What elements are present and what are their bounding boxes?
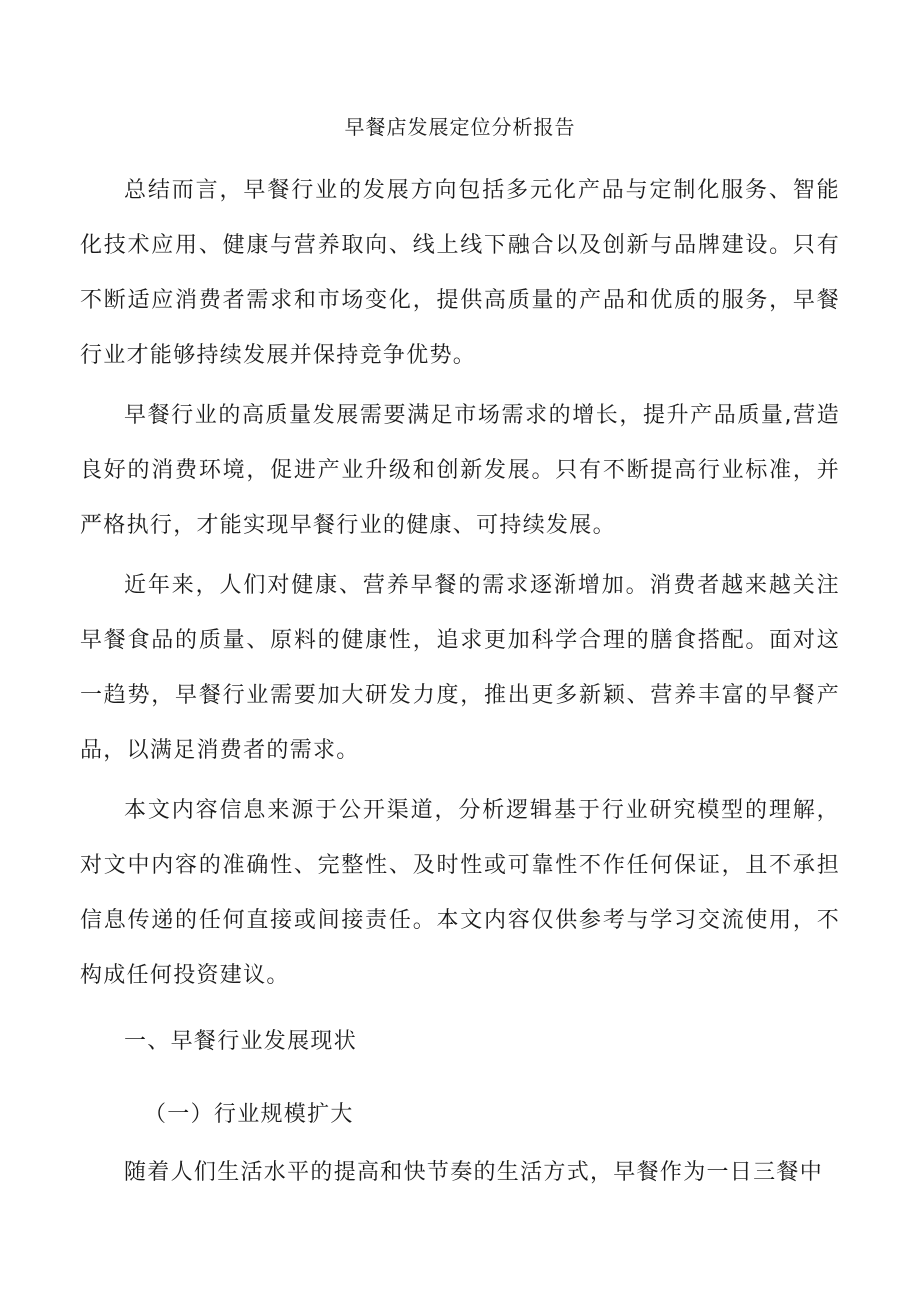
paragraph-quality-development: 早餐行业的高质量发展需要满足市场需求的增长，提升产品质量,营造良好的消费环境，促进产业升级和创新发展。只有不断提高行业标准，并严格执行，才能实现早餐行业的健康、可持续发展。 <box>80 403 840 538</box>
paragraph-health-trend: 近年来，人们对健康、营养早餐的需求逐渐增加。消费者越来越关注早餐食品的质量、原料的健康性，追求更加科学合理的膳食搭配。面对这一趋势，早餐行业需要加大研发力度，推出更多新颖、营养丰富的早餐产品，以满足消费者的需求。 <box>80 573 840 763</box>
subsection-heading: （一）行业规模扩大 <box>144 1102 354 1127</box>
paragraph-industry-scale: 随着人们生活水平的提高和快节奏的生活方式，早餐作为一日三餐中 <box>124 1160 824 1185</box>
paragraph-summary: 总结而言，早餐行业的发展方向包括多元化产品与定制化服务、智能化技术应用、健康与营养取向、线上线下融合以及创新与品牌建设。只有不断适应消费者需求和市场变化，提供高质量的产品和优质的服务，早餐行业才能够持续发展并保持竞争优势。 <box>80 178 840 368</box>
section-heading: 一、早餐行业发展现状 <box>124 1029 358 1054</box>
paragraph-disclaimer: 本文内容信息来源于公开渠道，分析逻辑基于行业研究模型的理解，对文中内容的准确性、完整性、及时性或可靠性不作任何保证，且不承担信息传递的任何直接或间接责任。本文内容仅供参考与学习交流使用，不构成任何投资建议。 <box>80 798 840 988</box>
document-title: 早餐店发展定位分析报告 <box>344 115 576 139</box>
